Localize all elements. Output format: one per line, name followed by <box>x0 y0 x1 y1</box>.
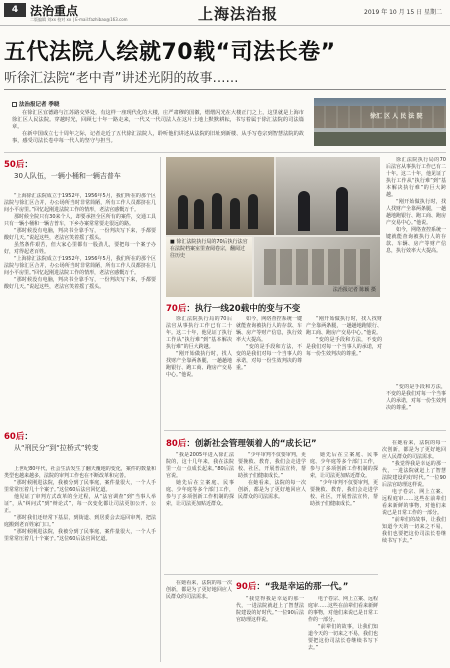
section-body-80s-col1-cont <box>166 580 232 662</box>
section-heading-colon: ： <box>186 439 195 449</box>
body-paragraph: “我觉得我是幸运的那一代，一进法院就赶上了智慧法院建设的好时代。”一位90后法官助理这样说。 <box>236 596 304 623</box>
body-paragraph: “上海徐汇法院成立于1952年，1956年5月，我们所在的那个区法院与徐汇区合并，办公场所当时非常简陋，所有工作人员都挤在几间小平房里。”回忆起刚进法院工作的情形，老法官感慨万千。 <box>4 193 156 213</box>
body-paragraph: “刚开始做执行时，找人找财产全靠两条腿，一趟趟地跑银行、跑工商、跑房产交易中心。”他说。 <box>306 316 382 336</box>
section-body-80s-col2 <box>238 452 306 570</box>
section-divider <box>4 152 446 153</box>
section-heading-number: 70后 <box>166 304 187 314</box>
article-headline: 五代法院人绘就70载“司法长卷” <box>4 40 336 65</box>
body-paragraph: 在她看来，法院的每一次创新，都是为了更好地回应人民群众的司法需求。 <box>166 580 232 600</box>
section-body-80s-col3 <box>310 452 378 570</box>
archive-shelf <box>264 249 370 285</box>
section-divider <box>164 430 446 431</box>
body-paragraph: 她先后在立案庭、民事庭、少年庭等多个部门工作，参与了多项创新工作机制的探索，让司法更加贴近群众。 <box>166 480 234 507</box>
intro-paragraph: 在徐汇区宜德路与江苏路交界处，有这样一座现代化的大楼，庄严肃穆的国徽，熠熠闪光在大楼正门之上，这里就是上海市徐汇区人民法院。穿越时光，回顾七十年一路走来，一代又一代司法人在这片土地上默默耕耘，书写着属于徐汇法院的司法篇章。 <box>12 110 304 130</box>
byline-text: 法治报记者 季晓 <box>19 102 60 108</box>
intro-paragraph: 在新中国成立七十周年之际，记者走近了五代徐汇法院人，聆听他们讲述从法院的旧址到新楼、从手写卷宗到智慧法院的故事，感受司法长卷中每一代人的坚守与担当。 <box>12 131 304 144</box>
section-body-70s-col3 <box>306 316 382 426</box>
section-body-70s-col4 <box>386 384 446 426</box>
person-figure <box>248 194 258 229</box>
body-paragraph: 如今，网络查控系统一键就能查询被执行人的存款、车辆、房产等财产信息，执行效率大大提高。 <box>386 227 446 254</box>
body-paragraph: 如今，网络查控系统一键就能查询被执行人的存款、车辆、房产等财产信息，执行效率大大提高。 <box>236 316 302 343</box>
byline-marker-icon <box>12 102 17 107</box>
body-paragraph: “少年审判不仅要审判，更要挽救、教育，我们会走进学校、社区，开展普法宣传，帮助孩子们健康成长。” <box>238 452 306 479</box>
section-heading-80s <box>166 437 317 449</box>
photo-panel-group <box>166 157 274 235</box>
person-figure <box>212 193 222 229</box>
section-heading-colon: ： <box>186 304 195 314</box>
body-paragraph: “那时我们还经常下基层，到街道、到居委会去巡回审判，把法庭搬到老百姓家门口。” <box>4 515 156 528</box>
body-paragraph: 在她看来，法院的每一次创新，都是为了更好地回应人民群众的司法需求。 <box>238 480 306 500</box>
article-intro <box>12 110 304 145</box>
section-body-80s-col1 <box>166 452 234 570</box>
section-divider <box>164 574 378 575</box>
body-paragraph: “少年审判不仅要审判，更要挽救、教育，我们会走进学校、社区，开展普法宣传，帮助孩子们健康成长。” <box>310 480 378 507</box>
body-paragraph: 徐汇法院执行局的70后法官从事执行工作已有二十年。这二十年，他见证了执行工作从“执行难”到“基本解决执行难”的巨大跨越。 <box>386 157 446 198</box>
body-paragraph: 电子卷宗、网上立案、远程庭审……这些在前辈们看来新鲜的事物，对他们来说已是日常工作的一部分。 <box>382 489 446 516</box>
photo-caption: ■ 徐汇法院执行局的70后执行法官在法院档案室里查阅卷宗，翻阅过往历史 <box>170 239 248 259</box>
column-rule <box>160 157 161 662</box>
body-paragraph: “那时候没有电脑，判决书全靠手写，一份判决写下来，手都要酸好几天。”说起这些，老法官笑着摇了摇头。 <box>4 228 156 241</box>
body-paragraph: 她先后在立案庭、民事庭、少年庭等多个部门工作，参与了多项创新工作机制的探索，让司法更加贴近群众。 <box>310 452 378 479</box>
person-figure <box>336 187 348 231</box>
photo-panel-portraits <box>276 157 380 235</box>
newspaper-logo: 上海法治报 <box>198 5 279 23</box>
section-subtitle-70s: 执行一线20载中的变与不变 <box>194 304 301 314</box>
body-paragraph: “那时候刚进法院，我被分到了民事庭，案件量很大，一个人手里常常压着几十个案子。”这位60后法官回忆道。 <box>4 529 156 542</box>
court-building-photo <box>314 98 446 146</box>
section-heading-colon: ： <box>24 160 33 170</box>
column-text-right-bottom <box>382 440 446 662</box>
section-heading-colon: ： <box>256 582 265 592</box>
section-body-60s <box>4 466 156 662</box>
section-name: 法治重点 <box>30 4 79 18</box>
person-figure <box>178 195 188 229</box>
article-subheadline: 听徐汇法院“老中青”讲述光阴的故事…… <box>4 71 239 86</box>
body-paragraph: 那时候全院只有30来个人，却要承担全区所有的案件，交通工具只有一辆小桶和一辆吉普车，下乡办案常常要走很远的路。 <box>4 214 156 227</box>
person-figure <box>194 199 204 229</box>
section-body-70s-col2 <box>236 316 302 426</box>
section-heading-colon: ： <box>24 432 33 442</box>
photo-credit: 法治报记者 陈颖 摄 <box>332 287 376 293</box>
court-sign-text: 徐汇 区 人 民 法 院 <box>370 113 423 120</box>
section-subtitle-60s: 从“刑民分”到“拉桥式”转变 <box>14 444 99 452</box>
section-heading-number: 50后 <box>4 160 25 170</box>
body-paragraph: 他见证了审判方式改革的全过程，从“法官调查”到“当事人举证”，从“纠问式”到“辩论式”，每一次变化都让司法更加公开、公正。 <box>4 494 156 514</box>
page-number: 4 <box>11 5 19 15</box>
body-paragraph: 在她看来，法院的每一次创新，都是为了更好地回应人民群众的司法需求。 <box>382 440 446 460</box>
byline <box>12 100 59 108</box>
issue-meta: 二版编辑 刘xx 校对 xx | E-mail:fazhibao@163.com <box>30 17 128 22</box>
masthead <box>0 0 450 26</box>
section-heading-70s <box>166 302 300 314</box>
body-paragraph: “前辈们的故事，让我们知道今天的一切来之不易，我们也要把这份司法长卷继续书写下去。” <box>308 624 378 651</box>
body-paragraph: 虽然条件艰苦，但大家心里都有一股劲儿，要把每一个案子办好，对得起老百姓。 <box>4 242 156 255</box>
body-paragraph: “变的是手段和方法，不变的是我们对每一个当事人的承诺，对每一份生效判决的尊重。” <box>236 344 302 371</box>
body-paragraph: “我觉得我是幸运的那一代，一进法院就赶上了智慧法院建设的好时代。”一位90后法官助理这样说。 <box>382 461 446 488</box>
section-body-70s-col1 <box>166 316 232 426</box>
section-heading-number: 90后 <box>236 582 257 592</box>
section-heading-50s <box>4 158 33 170</box>
body-paragraph: 徐汇法院执行局的70后法官从事执行工作已有二十年。这二十年，他见证了执行工作从“执行难”到“基本解决执行难”的巨大跨越。 <box>166 316 232 350</box>
body-paragraph: “上海徐汇法院成立于1952年，1956年5月，我们所在的那个区法院与徐汇区合并，办公场所当时非常简陋，所有工作人员都挤在几间小平房里。”回忆起刚进法院工作的情形，老法官感慨万千。 <box>4 256 156 276</box>
person-figure <box>230 198 240 229</box>
section-subtitle-90s: “我是幸运的那一代。” <box>264 582 349 592</box>
section-body-50s <box>4 193 156 425</box>
body-paragraph: “我是2005年进入徐汇法院的，这十几年来，我在法院里一点一点成长起来。”80后法官说。 <box>166 452 234 479</box>
body-paragraph: “刚开始做执行时，找人找财产全靠两条腿，一趟趟地跑银行、跑工商、跑房产交易中心。”他说。 <box>166 351 232 378</box>
body-paragraph: “那时候刚进法院，我被分到了民事庭，案件量很大，一个人手里常常压着几十个案子。”这位60后法官回忆道。 <box>4 480 156 493</box>
body-paragraph: “变的是手段和方法，不变的是我们对每一个当事人的承诺，对每一份生效判决的尊重。” <box>386 384 446 411</box>
person-figure <box>298 191 310 231</box>
page-number-badge <box>4 3 26 17</box>
judges-collage-photo <box>166 157 380 297</box>
section-heading-number: 60后 <box>4 432 25 442</box>
section-subtitle-50s: 30人队伍，一辆小桶和一辆吉普车 <box>14 172 121 180</box>
headline-divider <box>4 89 446 90</box>
section-heading-90s <box>236 580 348 592</box>
body-paragraph: 上世纪80年代，社会生活发生了翻天覆地的变化，案件的数量和类型也越来越多，法院的审判工作也在不断改革和完善。 <box>4 466 156 479</box>
section-body-90s-col2 <box>308 596 378 662</box>
column-text-right-top <box>386 157 446 379</box>
body-paragraph: 电子卷宗、网上立案、远程庭审……这些在前辈们看来新鲜的事物，对他们来说已是日常工作的一部分。 <box>308 596 378 623</box>
photo-ground <box>314 132 446 146</box>
body-paragraph: “变的是手段和方法，不变的是我们对每一个当事人的承诺，对每一份生效判决的尊重。” <box>306 337 382 357</box>
publication-date: 2019 年 10 月 15 日 星期二 <box>364 9 442 16</box>
body-paragraph: “前辈们的故事，让我们知道今天的一切来之不易，我们也要把这份司法长卷继续书写下去。” <box>382 517 446 544</box>
section-body-90s-col1 <box>236 596 304 662</box>
body-paragraph: “那时候没有电脑，判决书全靠手写，一份判决写下来，手都要酸好几天。”说起这些，老法官笑着摇了摇头。 <box>4 277 156 290</box>
section-heading-number: 80后 <box>166 439 187 449</box>
section-subtitle-80s: 创新社会管理领着人的“成长记” <box>194 439 317 449</box>
section-heading-60s <box>4 430 33 442</box>
body-paragraph: “刚开始做执行时，找人找财产全靠两条腿，一趟趟地跑银行、跑工商、跑房产交易中心。”他说。 <box>386 199 446 226</box>
